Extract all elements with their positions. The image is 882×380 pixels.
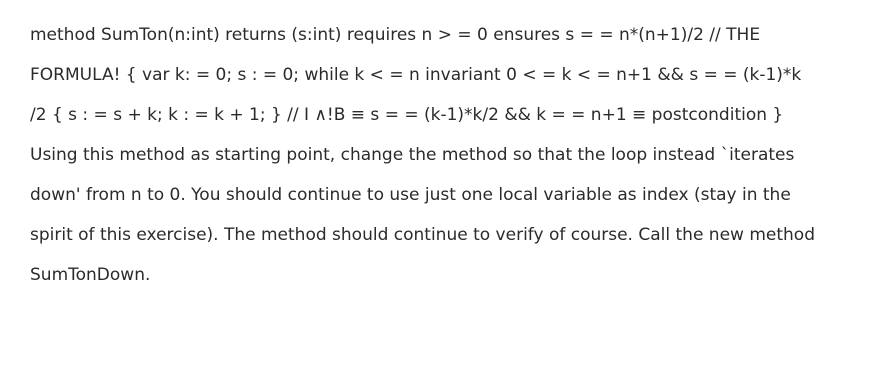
question-line-1: Using this method as starting point, change the method so that the loop instead `iterates: [30, 145, 795, 165]
code-line-2: FORMULA! { var k: = 0; s : = 0; while k < = n invariant 0 < = k < = n+1 && s = = (k-1)*k: [30, 65, 802, 85]
code-line-1: method SumTon(n:int) returns (s:int) requires n > = 0 ensures s = = n*(n+1)/2 // THE: [30, 25, 761, 45]
question-line-3: spirit of this exercise). The method should continue to verify of course. Call the new method: [30, 225, 815, 245]
question-line-2: down' from n to 0. You should continue to use just one local variable as index (stay in the: [30, 185, 791, 205]
code-line-3: /2 { s : = s + k; k : = k + 1; } // I ∧!B ≡ s = = (k-1)*k/2 && k = = n+1 ≡ postcondition }: [30, 105, 784, 125]
question-line-4: SumTonDown.: [30, 265, 151, 285]
